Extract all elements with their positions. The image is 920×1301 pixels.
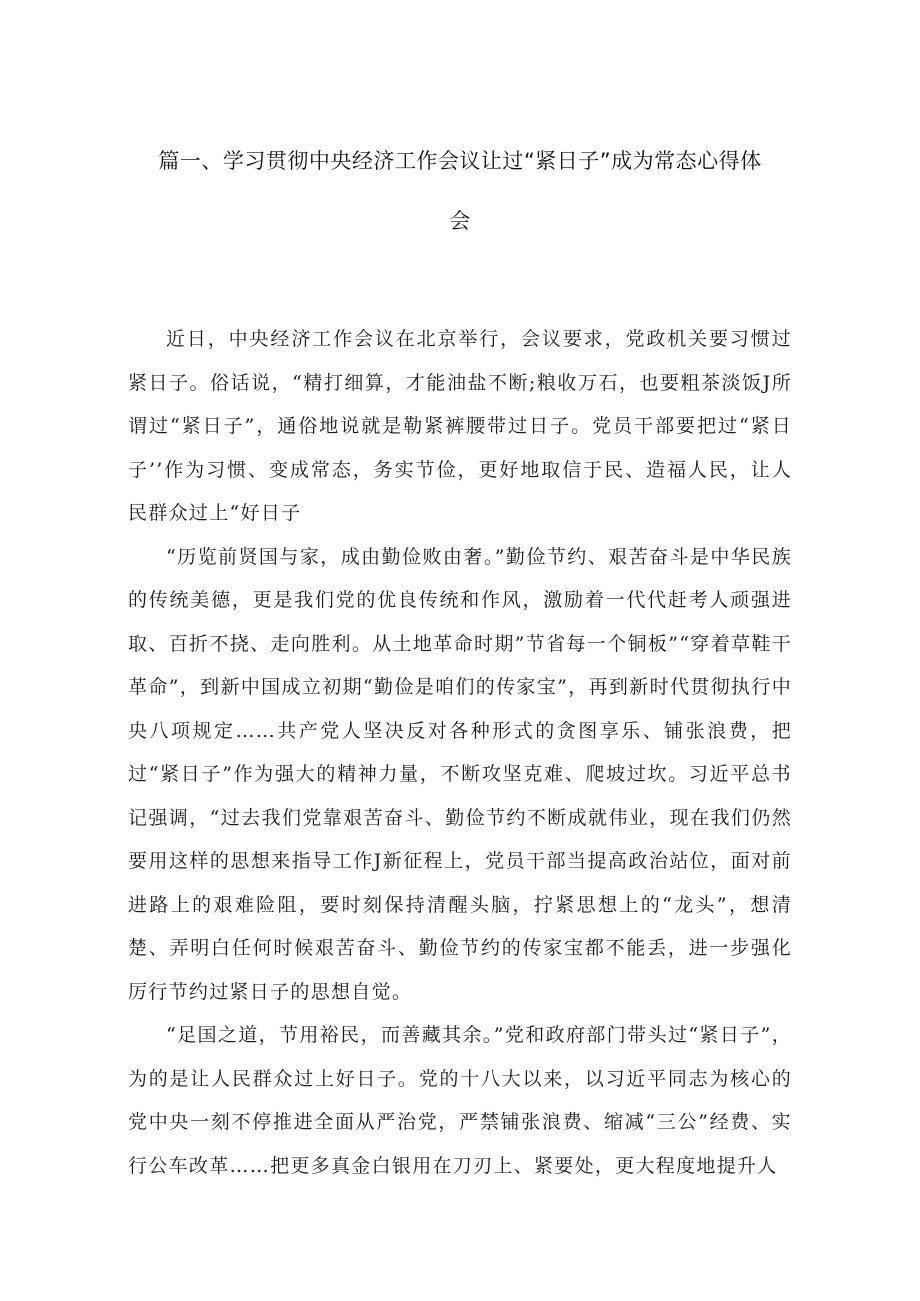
document-title-line-2: 会 bbox=[449, 209, 471, 233]
document-body bbox=[128, 318, 792, 1188]
paragraph-1: 近日，中央经济工作会议在北京举行，会议要求，党政机关要习惯过紧日子。俗话说，“精打细算，才能油盐不断;粮收万石，也要粗茶淡饭J所谓过“紧日子”，通俗地说就是勒紧裤腰带过日子。党员干部要把过“紧日子’’作为习惯、变成常态，务实节俭，更好地取信于民、造福人民，让人民群众过上“好日子 bbox=[128, 328, 792, 524]
document-title-line-1: 篇一、学习贯彻中央经济工作会议让过“紧日子”成为常态心得体 bbox=[158, 149, 762, 173]
paragraph-3: “足国之道，节用裕民，而善藏其余。”党和政府部门带头过“紧日子”，为的是让人民群众过上好日子。党的十八大以来，以习近平同志为核心的党中央一刻不停推进全面从严治党，严禁铺张浪费、缩减“三公”经费、实行公车改革……把更多真金白银用在刀刃上、紧要处，更大程度地提升人 bbox=[128, 1024, 792, 1177]
paragraph-2: “历览前贤国与家，成由勤俭败由奢。”勤俭节约、艰苦奋斗是中华民族的传统美德，更是我们党的优良传统和作风，激励着一代代赶考人顽强进取、百折不挠、走向胜利。从土地革命时期”节省每一个铜板”“穿着草鞋干革命”，到新中国成立初期“勤俭是咱们的传家宝”，再到新时代贯彻执行中央八项规定……共产党人坚决反对各种形式的贪图享乐、铺张浪费，把过“紧日子”作为强大的精神力量，不断攻坚克难、爬坡过坎。习近平总书记强调，“过去我们党靠艰苦奋斗、勤俭节约不断成就伟业，现在我们仍然要用这样的思想来指导工作J新征程上，党员干部当提高政治站位，面对前进路上的艰难险阻，要时刻保持清醒头脑，拧紧思想上的“龙头”，想清楚、弄明白任何时候艰苦奋斗、勤俭节约的传家宝都不能丢，进一步强化厉行节约过紧日子的思想自觉。 bbox=[128, 545, 792, 1003]
